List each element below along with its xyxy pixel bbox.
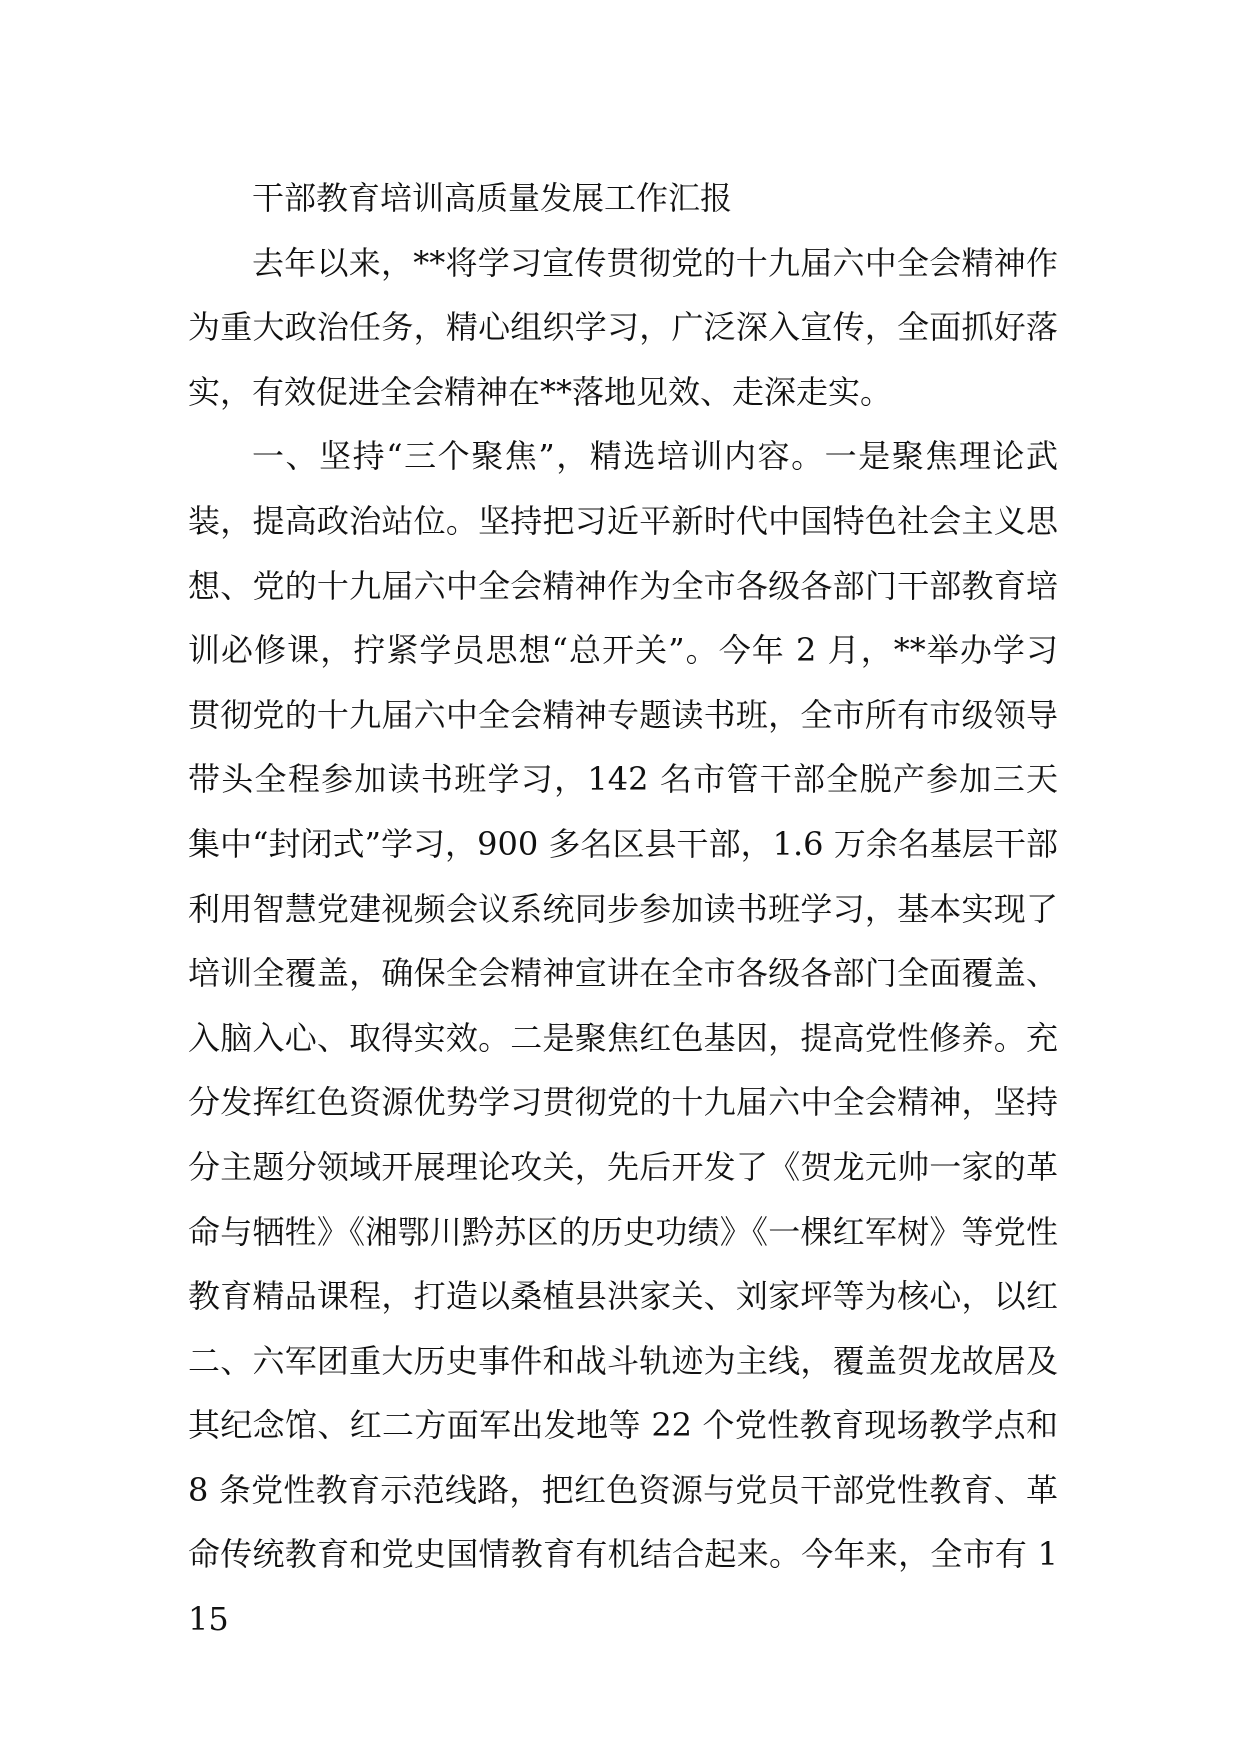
document-title: 干部教育培训高质量发展工作汇报 xyxy=(252,179,733,217)
paragraph-intro: 去年以来，**将学习宣传贯彻党的十九届六中全会精神作为重大政治任务，精心组织学习，广泛深入宣传，全面抓好落实，有效促进全会精神在**落地见效、走深走实。 xyxy=(188,243,1058,411)
document-body xyxy=(188,166,1058,1652)
paragraph-section-one: 一、坚持“三个聚焦”，精选培训内容。一是聚焦理论武装，提高政治站位。坚持把习近平新时代中国特色社会主义思想、党的十九届六中全会精神作为全市各级各部门干部教育培训必修课，拧紧学员思想“总开关”。今年 2 月，**举办学习贯彻党的十九届六中全会精神专题读书班，全市所有市级领导带头全程参加读书班学习，142 名市管干部全脱产参加三天集中“封闭式”学习，900 多名区县干部，1.6 万余名基层干部利用智慧党建视频会议系统同步参加读书班学习，基本实现了培训全覆盖，确保全会精神宣讲在全市各级各部门全面覆盖、入脑入心、取得实效。二是聚焦红色基因，提高党性修养。充分发挥红色资源优势学习贯彻党的十九届六中全会精神，坚持分主题分领域开展理论攻关，先后开发了《贺龙元帅一家的革命与牺牲》《湘鄂川黔苏区的历史功绩》《一棵红军树》等党性教育精品课程，打造以桑植县洪家关、刘家坪等为核心，以红二、六军团重大历史事件和战斗轨迹为主线，覆盖贺龙故居及其纪念馆、红二方面军出发地等 22 个党性教育现场教学点和 8 条党性教育示范线路，把红色资源与党员干部党性教育、革命传统教育和党史国情教育有机结合起来。今年来，全市有 115 xyxy=(188,437,1058,1639)
